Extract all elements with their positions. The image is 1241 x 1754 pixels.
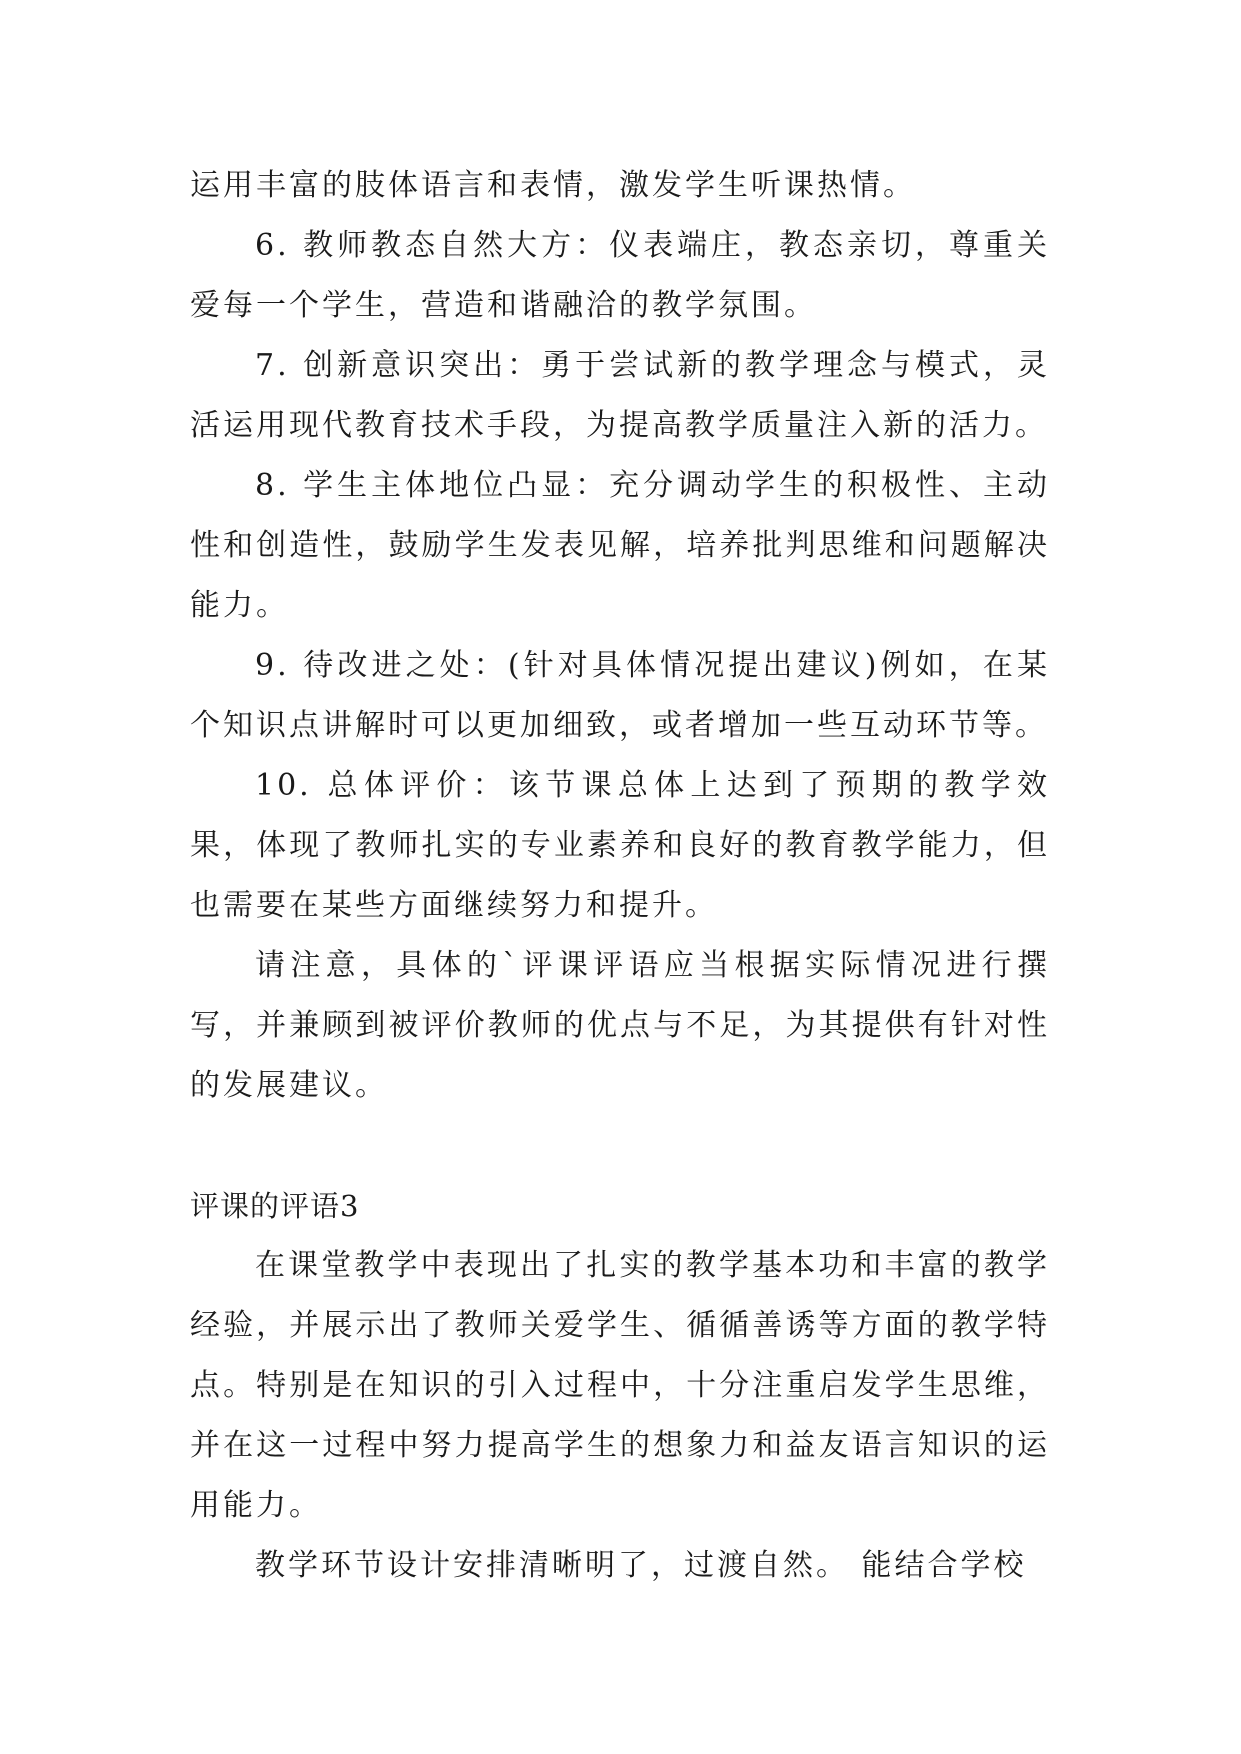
document-body	[190, 156, 1050, 1596]
paragraph-continued: 运用丰富的肢体语言和表情，激发学生听课热情。	[190, 168, 916, 203]
paragraph-section3-1: 在课堂教学中表现出了扎实的教学基本功和丰富的教学经验，并展示出了教师关爱学生、循循善诱等方面的教学特点。特别是在知识的引入过程中，十分注重启发学生思维，并在这一过程中努力提高学生的想象力和益友语言知识的运用能力。	[190, 1248, 1050, 1523]
section-heading: 评课的评语3	[190, 1189, 360, 1223]
paragraph-item-9: 9. 待改进之处：(针对具体情况提出建议)例如，在某个知识点讲解时可以更加细致，或者增加一些互动环节等。	[190, 648, 1050, 743]
paragraph-item-7: 7. 创新意识突出：勇于尝试新的教学理念与模式，灵活运用现代教育技术手段，为提高教学质量注入新的活力。	[190, 348, 1050, 443]
paragraph-item-8: 8. 学生主体地位凸显：充分调动学生的积极性、主动性和创造性，鼓励学生发表见解，培养批判思维和问题解决能力。	[190, 468, 1050, 623]
paragraph-note: 请注意，具体的`评课评语应当根据实际情况进行撰写，并兼顾到被评价教师的优点与不足，为其提供有针对性的发展建议。	[190, 948, 1050, 1103]
paragraph-item-10: 10. 总体评价：该节课总体上达到了预期的教学效果，体现了教师扎实的专业素养和良好的教育教学能力，但也需要在某些方面继续努力和提升。	[190, 768, 1050, 923]
section-spacer	[190, 1116, 1050, 1176]
paragraph-section3-2: 教学环节设计安排清晰明了，过渡自然。 能结合学校	[255, 1548, 1027, 1583]
paragraph-item-6: 6. 教师教态自然大方：仪表端庄，教态亲切，尊重关爱每一个学生，营造和谐融洽的教学氛围。	[190, 228, 1050, 323]
